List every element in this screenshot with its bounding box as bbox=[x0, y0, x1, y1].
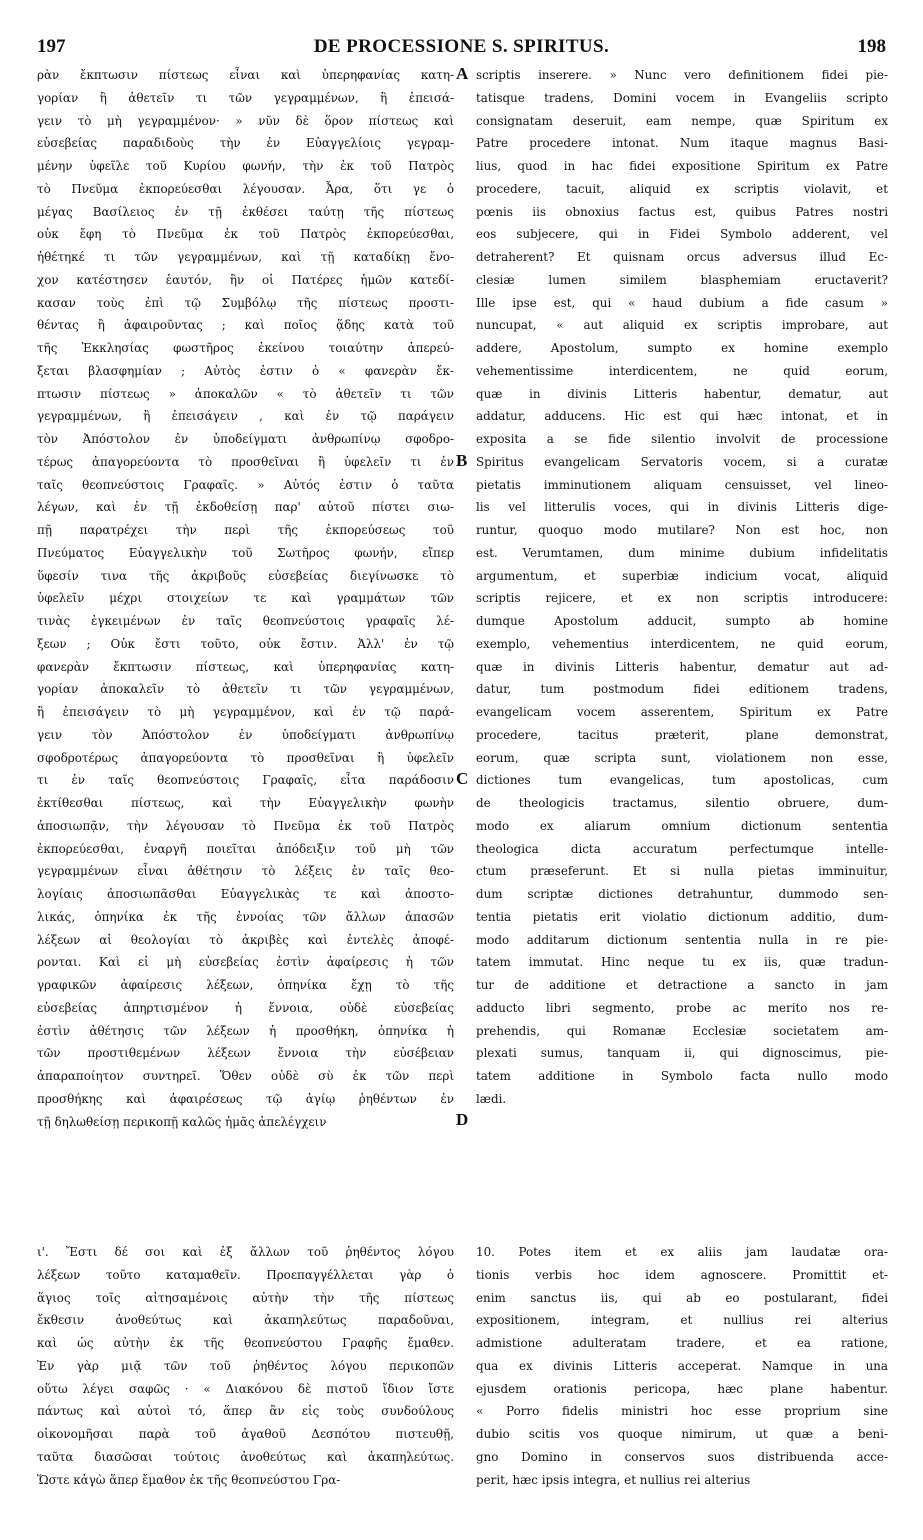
greek-text-line: τέρως ἀπαγορεύοντα τὸ προσθεῖναι ἢ ὑφελεῖν τι ἐν bbox=[37, 454, 454, 469]
latin-text-line: Ille ipse est, qui « haud dubium a fide casum » bbox=[476, 295, 888, 310]
greek-text-line: λέξεων αἱ θεολογίαι τὸ ἀκριβὲς καὶ ἐντελὲς ἀποφέ- bbox=[37, 932, 454, 947]
greek-text-line: ξεων ; Οὐκ ἔστι τοῦτο, οὐκ ἔστιν. Ἀλλ' ἐν τῷ bbox=[37, 636, 454, 651]
latin-text-line: pœnis iis obnoxius factus est, quibus Patres nostri bbox=[476, 204, 888, 219]
greek-text-line: θέντας ἢ ἀφαιροῦντας ; καὶ ποῖος ᾅδης κατὰ τοῦ bbox=[37, 318, 454, 333]
latin-text-line: eos subjecere, qui in Fidei Symbolo adderent, vel bbox=[476, 227, 888, 242]
latin-text-line: Spiritus evangelicam Servatoris vocem, si a curatæ bbox=[476, 454, 888, 469]
greek-text-line: ἀποσιωπᾷν, τὴν λέγουσαν τὸ Πνεῦμα ἐκ τοῦ Πατρὸς bbox=[37, 818, 454, 833]
latin-text-2-line: gno Domino in conservos suos distribuenda acce- bbox=[476, 1449, 888, 1464]
latin-text-line: detraherent? Et quisnam orcus adversus illud Ec- bbox=[476, 250, 888, 264]
greek-text-column bbox=[37, 64, 454, 1133]
greek-text-2-line: Ἐν γὰρ μιᾷ τῶν τοῦ ῥηθέντος λόγου περικοπῶν bbox=[37, 1358, 454, 1373]
greek-text-line: εὐσεβείας ἀπηρτισμένον ἡ ἔννοια, οὐδὲ εὐσεβείας bbox=[37, 1000, 454, 1015]
greek-text-2-line: λέξεων τοῦτο καταμαθεῖν. Προεπαγγέλλεται γὰρ ὁ bbox=[37, 1267, 454, 1282]
latin-text-2-line: qua ex divinis Litteris acceperat. Namque in una bbox=[476, 1358, 888, 1373]
latin-text-line: scriptis inserere. » Nunc vero definitionem fidei pie- bbox=[476, 68, 888, 82]
latin-text-line: theologica dicta accuratum perfectumque intelle- bbox=[476, 841, 888, 856]
latin-text-line: quæ in divinis Litteris habentur, dematur, aut bbox=[476, 386, 888, 401]
greek-text-line: πῇ παρατρέχει τὴν περὶ τῆς ἐκπορεύσεως τοῦ bbox=[37, 523, 454, 537]
latin-text-2-line: perit, hæc ipsis integra, et nullius rei alterius bbox=[476, 1472, 751, 1487]
latin-text-line: adducto libri segmento, probe ac merito nos re- bbox=[476, 1000, 888, 1015]
latin-text-line: datur, tum postmodum fidei editionem tradens, bbox=[476, 682, 888, 697]
greek-text-line: προσθήκης καὶ ἀφαιρέσεως τῷ ἁγίῳ ῥηθέντων ἐν bbox=[37, 1091, 454, 1106]
latin-text-line: addatur, adducens. Hic est qui hæc intonat, et in bbox=[476, 409, 888, 424]
latin-text-2-line: dubio scitis vos quoque nimirum, ut quæ a beni- bbox=[476, 1427, 888, 1441]
greek-text-line: γειν τὸν Ἀπόστολον ἐν ὑποδείγματι ἀνθρωπίνῳ bbox=[37, 727, 454, 742]
greek-text-line: εὐσεβείας παραδιδοὺς τὴν ἐν Εὐαγγελίοις γεγραμ- bbox=[37, 136, 454, 151]
greek-text-line: τῇ δηλωθείσῃ περικοπῇ καλῶς ἡμᾶς ἀπελέγχειν bbox=[37, 1114, 327, 1129]
margin-letter-d: D bbox=[456, 1110, 469, 1129]
greek-text-line: λογίαις ἀποσιωπᾶσθαι Εὐαγγελικὰς τε καὶ ἀποστο- bbox=[37, 887, 454, 901]
greek-text-2-line: ἅγιος τοῖς αἰτησαμένοις αὐτὴν τὴν τῆς πίστεως bbox=[37, 1290, 454, 1305]
page-number-left: 197 bbox=[37, 36, 66, 57]
latin-text-line: de theologicis tractamus, silentio obruere, dum- bbox=[476, 796, 888, 810]
greek-text-line: Πνεύματος Εὐαγγελικὴν τοῦ Σωτῆρος φωνήν, εἴπερ bbox=[37, 545, 454, 560]
latin-text-line: vehementissime interdicentem, ne quid eorum, bbox=[476, 363, 888, 378]
latin-text-line: exposita a se fide silentio involvit de processione bbox=[476, 432, 888, 446]
latin-text-2-line: expositionem, integram, et nullius rei alterius bbox=[476, 1313, 888, 1328]
latin-text-line: lius, quod in hac fidei expositione Spiritum ex Patre bbox=[476, 159, 888, 173]
greek-text-line: γορίαν ἀποκαλεῖν τὸ ἀθετεῖν τι τῶν γεγραμμένων, bbox=[37, 682, 454, 697]
greek-text-line: κασαν τοὺς ἐπὶ τῷ Συμβόλῳ τῆς πίστεως προστι- bbox=[37, 295, 454, 310]
greek-text-column-2 bbox=[37, 1241, 454, 1491]
latin-text-line: prehendis, qui Romanæ Ecclesiæ societatem am- bbox=[476, 1023, 888, 1038]
latin-text-line: dictiones tum evangelicas, tum apostolicas, cum bbox=[476, 773, 888, 788]
latin-text-line: argumentum, et superbiæ indicium vocat, aliquid bbox=[476, 568, 888, 583]
greek-text-line: μένην ὑφεῖλε τοῦ Κυρίου φωνήν, τὴν ἐκ τοῦ Πατρὸς bbox=[37, 159, 454, 173]
greek-text-line: ἢ ἐπεισάγειν τὸ μὴ γεγραμμένον, καὶ ἐν τῷ παρά- bbox=[37, 705, 454, 719]
greek-text-line: πτωσιν πίστεως » ἀποκαλῶν « τὸ ἀθετεῖν τι τῶν bbox=[37, 386, 454, 401]
latin-text-line: nuncupat, « aut aliquid ex scriptis improbare, aut bbox=[476, 318, 888, 333]
greek-text-line: ἐκτίθεσθαι πίστεως, καὶ τὴν Εὐαγγελικὴν φωνὴν bbox=[37, 796, 454, 810]
latin-text-line: Patre procedere intonat. Num itaque magnus Basi- bbox=[476, 136, 888, 151]
latin-text-line: tatem additione in Symbolo facta nullo modo bbox=[476, 1069, 888, 1083]
greek-text-line: γραφικῶν ἀφαίρεσις λέξεων, ὁπηνίκα ἔχῃ τὸ τῆς bbox=[37, 978, 454, 992]
page-number-right: 198 bbox=[857, 36, 886, 57]
greek-text-line: τι ἐν ταῖς θεοπνεύστοις Γραφαῖς, εἶτα παράδοσιν bbox=[37, 773, 454, 788]
greek-text-line: ὑφελεῖν μέχρι στοιχείων τε καὶ γραμμάτων τῶν bbox=[37, 591, 454, 606]
greek-text-line: ἐκπορεύεσθαι, ἐναργῆ ποιεῖται ἀπόδειξιν τοῦ μὴ τῶν bbox=[37, 841, 454, 856]
latin-text-line: clesiæ lumen similem blasphemiam eructaverit? bbox=[476, 272, 888, 287]
latin-text-line: est. Verumtamen, dum minime dubium infidelitatis bbox=[476, 545, 888, 560]
latin-text-line: consignatam deseruit, eam nempe, quæ Spiritum ex bbox=[476, 113, 888, 128]
latin-text-line: addere, Apostolum, sumpto ex homine exemplo bbox=[476, 341, 888, 355]
greek-text-line: ρονται. Καὶ εἰ μὴ εὐσεβείας ἐστὶν ἀφαίρεσις ἡ τῶν bbox=[37, 955, 454, 970]
latin-text-line: quæ in divinis Litteris habentur, dematur aut ad- bbox=[476, 659, 888, 674]
greek-text-line: σφοδροτέρως ἀπαγορεύοντα τὸ προσθεῖναι ἢ ὑφελεῖν bbox=[37, 750, 454, 765]
greek-text-line: γειν τὸ μὴ γεγραμμένον· » νῦν δὲ ὅρον πίστεως καὶ bbox=[37, 113, 454, 128]
greek-text-2-line: οἰκονομῆσαι παρὰ τοῦ ἀγαθοῦ Δεσπότου πιστευθῇ, bbox=[37, 1427, 454, 1441]
greek-text-line: λικάς, ὁπηνίκα ἐκ τῆς ἐννοίας τῶν ἄλλων ἁπασῶν bbox=[37, 909, 454, 924]
latin-text-line: tatem immutat. Hinc neque tu ex iis, quæ tradun- bbox=[476, 955, 888, 970]
latin-text-line: tur de additione et detractione a sancto in jam bbox=[476, 978, 888, 992]
greek-text-line: ὕφεσίν τινα τῆς ἀκριβοῦς εὐσεβείας διεγίνωσκε τὸ bbox=[37, 568, 454, 583]
latin-text-line: evangelicam vocem asserentem, Spiritum ex Patre bbox=[476, 705, 888, 719]
latin-text-2-line: admistione adulteratam tradere, et ea ratione, bbox=[476, 1336, 888, 1350]
greek-text-2-line: ι'. Ἔστι δέ σοι καὶ ἐξ ἄλλων τοῦ ῥηθέντος λόγου bbox=[37, 1245, 454, 1259]
latin-text-line: tentia pietatis erit violatio dictionum additio, dum- bbox=[476, 909, 888, 924]
greek-text-line: λέγων, καὶ ἐν τῇ ἐκδοθείσῃ παρ' αὐτοῦ πίστει σιω- bbox=[37, 500, 454, 515]
latin-text-line: dumque Apostolum adducit, sumpto ab homine bbox=[476, 614, 888, 628]
greek-text-line: γεγραμμένων εἶναι ἀθέτησιν τὸ λέξεις ἐν ταῖς θεο- bbox=[37, 864, 454, 879]
greek-text-line: τινὰς ἐγκειμένων ἐν ταῖς θεοπνεύστοις γραφαῖς λέ- bbox=[37, 614, 454, 628]
greek-text-line: φανερὰν ἔκπτωσιν πίστεως, καὶ ὑπερηφανίας κατη- bbox=[37, 659, 454, 674]
greek-text-line: ξεται βλασφημίαν ; Αὐτὸς ἐστιν ὁ « φανερὰν ἔκ- bbox=[37, 363, 454, 378]
greek-text-line: τῆς Ἐκκλησίας φωστῆρος ἐκείνου τοιαύτην ἀπερεύ- bbox=[37, 341, 454, 355]
latin-text-line: lædi. bbox=[476, 1091, 507, 1106]
latin-text-line: pietatis imminutionem aliquam censuisset, vel lineo- bbox=[476, 477, 888, 492]
greek-text-line: τὸν Ἀπόστολον ἐν ὑποδείγματι ἀνθρωπίνῳ σφοδρο- bbox=[37, 432, 454, 446]
latin-text-2-line: ejusdem orationis pericopa, hæc plane habentur. bbox=[476, 1381, 888, 1396]
greek-text-line: γεγραμμένων, ἢ ἐπεισάγειν , καὶ ἐν τῷ παράγειν bbox=[37, 409, 454, 424]
latin-text-line: exemplo, vehementius interdicentem, ne quid eorum, bbox=[476, 636, 888, 651]
greek-text-line: ἠθέτηκέ τι τῶν γεγραμμένων, καὶ τῇ καταδίκῃ ἔνο- bbox=[37, 250, 454, 264]
latin-text-line: dum scriptæ dictiones detrahuntur, dummodo sen- bbox=[476, 887, 888, 901]
latin-text-line: ctum præseferunt. Et si nulla pietas imminuitur, bbox=[476, 864, 888, 879]
latin-text-line: modo additarum dictionum sententia nulla in re pie- bbox=[476, 932, 888, 947]
latin-text-2-line: tionis verbis hoc idem agnoscere. Promittit et- bbox=[476, 1267, 888, 1282]
latin-text-column bbox=[476, 64, 888, 1111]
latin-text-2-line: 10. Potes item et ex aliis jam laudatæ ora- bbox=[476, 1245, 888, 1259]
running-title: DE PROCESSIONE S. SPIRITUS. bbox=[313, 36, 610, 57]
margin-letter-a: A bbox=[456, 64, 469, 83]
greek-text-line: γορίαν ἢ ἀθετεῖν τι τῶν γεγραμμένων, ἢ ἐπεισά- bbox=[37, 90, 454, 105]
greek-text-2-line: ἔκθεσιν ἀνοθεύτως καὶ ἀκαπηλεύτως παραδοῦναι, bbox=[37, 1313, 454, 1328]
latin-text-line: plexati sumus, tanquam ii, qui dignoscimus, pie- bbox=[476, 1046, 888, 1061]
greek-text-line: ἀπαραποίητον συντηρεῖ. Ὅθεν οὐδὲ σὺ ἐκ τῶν περὶ bbox=[37, 1069, 454, 1083]
margin-letter-c: C bbox=[456, 769, 469, 788]
latin-text-line: lis vel litterulis voces, qui in divinis Litteris dige- bbox=[476, 500, 888, 515]
greek-text-line: οὐκ ἔφη τὸ Πνεῦμα ἐκ τοῦ Πατρὸς ἐκπορεύεσθαι, bbox=[37, 227, 454, 242]
latin-text-line: runtur, quoquo modo mutilare? Non est hoc, non bbox=[476, 523, 888, 537]
latin-text-line: tatisque tradens, Domini vocem in Evangeliis scripto bbox=[476, 90, 888, 105]
greek-text-line: μέγας Βασίλειος ἐν τῇ ἐκθέσει ταύτῃ τῆς πίστεως bbox=[37, 204, 454, 219]
greek-text-2-line: ταῦτα διασῶσαι τούτοις ἀνοθεύτως καὶ ἀκαπηλεύτως. bbox=[37, 1449, 454, 1464]
latin-text-line: modo ex aliarum omnium dictionum sententia bbox=[476, 818, 888, 833]
greek-text-line: χον κατέστησεν ἑαυτόν, ἣν οἱ Πατέρες ἡμῶν κατεδί- bbox=[37, 272, 454, 287]
latin-text-line: scriptis rejicere, et ex non scriptis introducere: bbox=[476, 591, 888, 606]
latin-text-2-line: enim sanctus iis, qui ab eo postularant, fidei bbox=[476, 1290, 888, 1305]
margin-letter-b: B bbox=[456, 451, 468, 470]
greek-text-2-line: πάντως καὶ αὐτοὶ τό, ἅπερ ἂν εἰς τοὺς συνδούλους bbox=[37, 1404, 454, 1419]
greek-text-2-line: Ὥστε κἀγὼ ἅπερ ἔμαθον ἐκ τῆς θεοπνεύστου Γρα- bbox=[37, 1472, 341, 1487]
greek-text-line: ἐστὶν ἀθέτησις τῶν λέξεων ἡ προσθήκη, ὁπηνίκα ἡ bbox=[37, 1023, 454, 1038]
latin-text-line: procedere, tacuit, aliquid ex scriptis violavit, et bbox=[476, 181, 888, 196]
latin-text-2-line: « Porro fidelis ministri hoc esse proprium sine bbox=[476, 1404, 888, 1419]
greek-text-line: τὸ Πνεῦμα ἐκπορεύεσθαι λέγουσαν. Ἆρα, ὅτι γε ὁ bbox=[37, 181, 454, 196]
latin-text-line: eorum, quæ scripta sunt, violationem non esse, bbox=[476, 750, 888, 765]
margin-letters bbox=[452, 0, 476, 1540]
latin-text-column-2 bbox=[476, 1241, 888, 1491]
greek-text-line: ρὰν ἔκπτωσιν πίστεως εἶναι καὶ ὑπερηφανίας κατη- bbox=[37, 68, 454, 82]
greek-text-line: ταῖς θεοπνεύστοις Γραφαῖς. » Αὐτός ἐστιν ὁ ταῦτα bbox=[37, 477, 454, 492]
latin-text-line: procedere, tacitus præterit, plane demonstrat, bbox=[476, 727, 888, 742]
greek-text-2-line: οὕτω λέγει σαφῶς · « Διακόνου δὲ πιστοῦ ἴδιον ἴστε bbox=[37, 1381, 454, 1396]
greek-text-line: τῶν προστιθεμένων λέξεων ἔννοια τὴν εὐσέβειαν bbox=[37, 1046, 454, 1061]
greek-text-2-line: καὶ ὡς αὐτὴν ἐκ τῆς θεοπνεύστου Γραφῆς ἔμαθεν. bbox=[37, 1336, 454, 1350]
